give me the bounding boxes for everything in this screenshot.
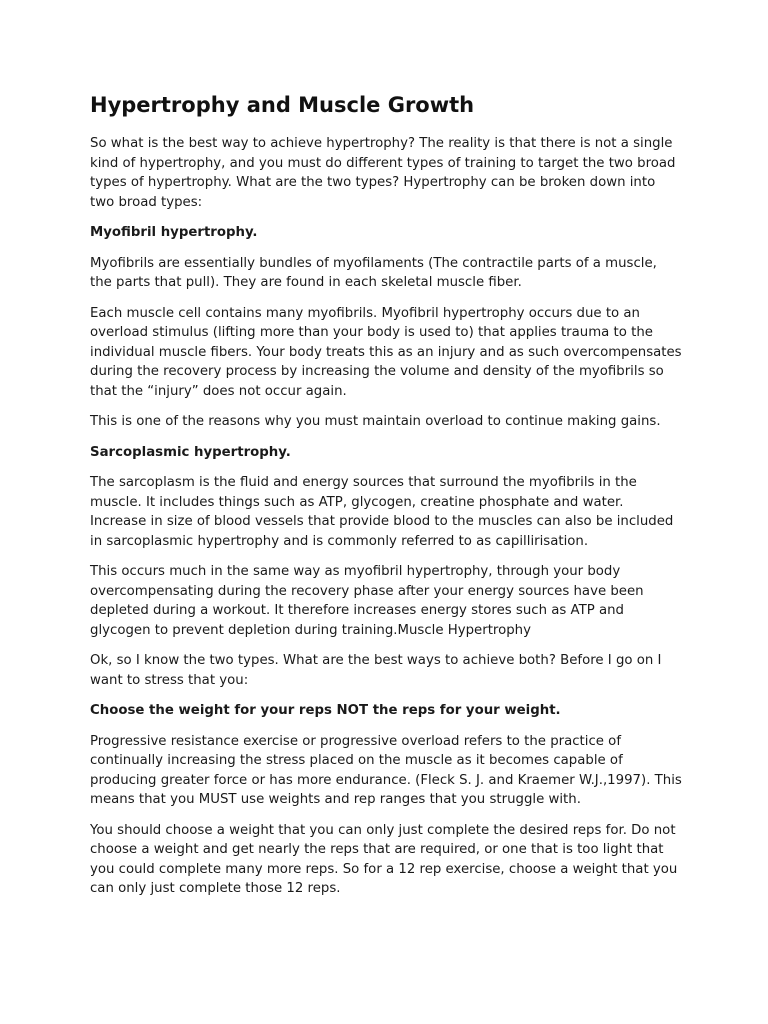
transition-paragraph: Ok, so I know the two types. What are the best ways to achieve both? Before I go on I want to stress that you: (90, 653, 662, 688)
myofibril-heading: Myofibril hypertrophy. (90, 225, 258, 240)
sarcoplasmic-mechanism-paragraph: This occurs much in the same way as myofibril hypertrophy, through your body overcompensating during the recovery phase after your energy sources have been depleted during a workout. It therefore increases energy stores such as ATP and glycogen to prevent depletion during training.Muscle Hypertrophy (90, 564, 644, 638)
document-page (90, 90, 682, 910)
progressive-overload-paragraph: Progressive resistance exercise or progressive overload refers to the practice of continually increasing the stress placed on the muscle as it becomes capable of producing greater force or has more endurance. (Fleck S. J. and Kraemer W.J.,1997). This means that you MUST use weights and rep ranges that you struggle with. (90, 733, 682, 807)
weight-selection-paragraph: You should choose a weight that you can only just complete the desired reps for. Do not choose a weight and get nearly the reps that are required, or one that is too light that you could complete many more reps. So for a 12 rep exercise, choose a weight that you can only just complete those 12 reps. (90, 822, 678, 896)
choose-weight-heading: Choose the weight for your reps NOT the reps for your weight. (90, 703, 561, 718)
document-title: Hypertrophy and Muscle Growth (90, 93, 475, 117)
intro-paragraph: So what is the best way to achieve hypertrophy? The reality is that there is not a single kind of hypertrophy, and you must do different types of training to target the two broad types of hypertrophy. What are the two types? Hypertrophy can be broken down into two broad types: (90, 136, 676, 210)
sarcoplasmic-heading: Sarcoplasmic hypertrophy. (90, 444, 291, 460)
myofibril-definition-paragraph: Myofibrils are essentially bundles of myofilaments (The contractile parts of a muscle, the parts that pull). They are found in each skeletal muscle fiber. (90, 255, 657, 290)
overload-paragraph: This is one of the reasons why you must maintain overload to continue making gains. (90, 414, 661, 429)
myofibril-mechanism-paragraph: Each muscle cell contains many myofibrils. Myofibril hypertrophy occurs due to an overload stimulus (lifting more than your body is used to) that applies trauma to the individual muscle fibers. Your body treats this as an injury and as such overcompensates during the recovery process by increasing the volume and density of the myofibrils so that the “injury” does not occur again. (90, 305, 682, 399)
sarcoplasm-definition-paragraph: The sarcoplasm is the fluid and energy sources that surround the myofibrils in the muscle. It includes things such as ATP, glycogen, creatine phosphate and water. Increase in size of blood vessels that provide blood to the muscles can also be included in sarcoplasmic hypertrophy and is commonly referred to as capillirisation. (90, 475, 674, 549)
